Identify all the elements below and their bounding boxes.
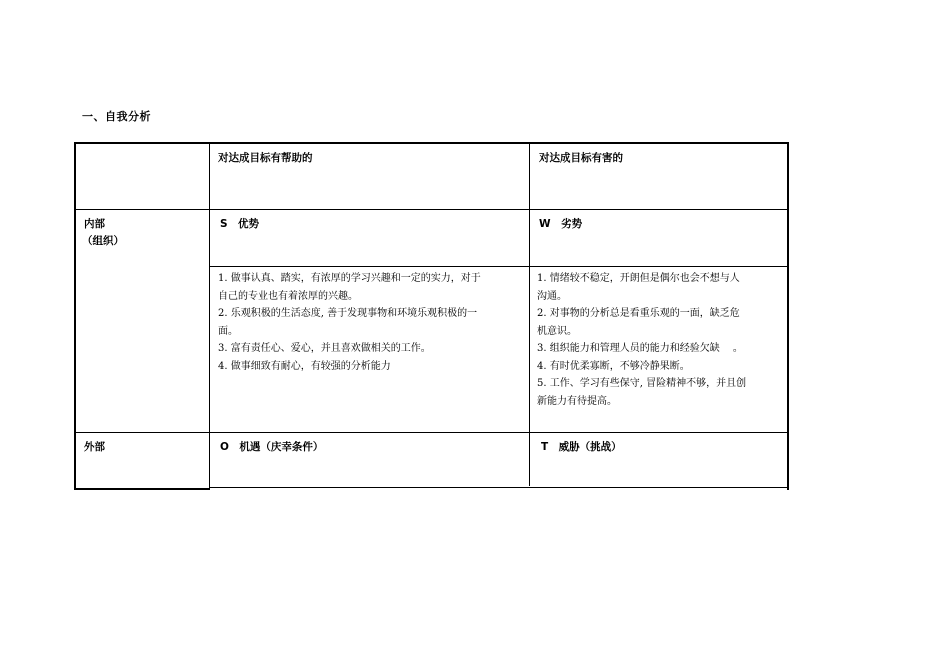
strengths-list [218,270,481,375]
strengths-line: 4. 做事细致有耐心，有较强的分析能力 [218,360,391,372]
strengths-line: 1. 做事认真、踏实，有浓厚的学习兴趣和一定的实力，对于 [218,273,481,284]
table-border-left [74,142,76,490]
row-divider-subrow [209,266,789,267]
weaknesses-list [537,270,746,410]
column-divider-1 [209,142,210,490]
table-border-bottom-left [74,488,210,490]
weaknesses-line: 5. 工作、学习有些保守, 冒险精神不够，并且创 [537,378,747,389]
row-label-internal-sub: （组织） [82,235,124,247]
strengths-line: 面。 [218,325,238,337]
row-divider-external [74,432,789,433]
row-divider-header [74,209,789,210]
table-border-top [74,142,789,144]
weaknesses-line: 4. 有时优柔寡断，不够冷静果断。 [537,360,690,372]
row-label-internal: 内部 [84,218,105,230]
opportunities-title: O 机遇（庆幸条件） [220,441,324,453]
weaknesses-line: 新能力有待提高。 [537,395,617,407]
weaknesses-title: W 劣势 [539,218,583,230]
strengths-line: 3. 富有责任心、爱心，并且喜欢做相关的工作。 [218,343,431,354]
table-border-right [787,142,789,490]
weaknesses-line: 沟通。 [537,290,567,302]
strengths-title: S 优势 [220,218,260,230]
weaknesses-line: 机意识。 [537,325,577,337]
swot-table [74,142,789,490]
weaknesses-line: 2. 对事物的分析总是看重乐观的一面，缺乏危 [537,308,740,319]
column-divider-2 [529,142,530,486]
section-heading: 一、自我分析 [82,110,151,123]
table-border-bottom-right [209,487,789,488]
strengths-line: 2. 乐观积极的生活态度, 善于发现事物和环境乐观积极的一 [218,308,478,319]
weaknesses-line: 1. 情绪较不稳定，开朗但是偶尔也会不想与人 [537,273,740,284]
column-header-harmful: 对达成目标有害的 [539,152,623,164]
weaknesses-line: 3. 组织能力和管理人员的能力和经验欠缺 。 [537,343,743,354]
column-header-helpful: 对达成目标有帮助的 [218,152,313,164]
row-label-external: 外部 [84,441,105,453]
threats-title: T 威胁（挑战） [541,441,622,453]
strengths-line: 自己的专业也有着浓厚的兴趣。 [218,290,358,302]
